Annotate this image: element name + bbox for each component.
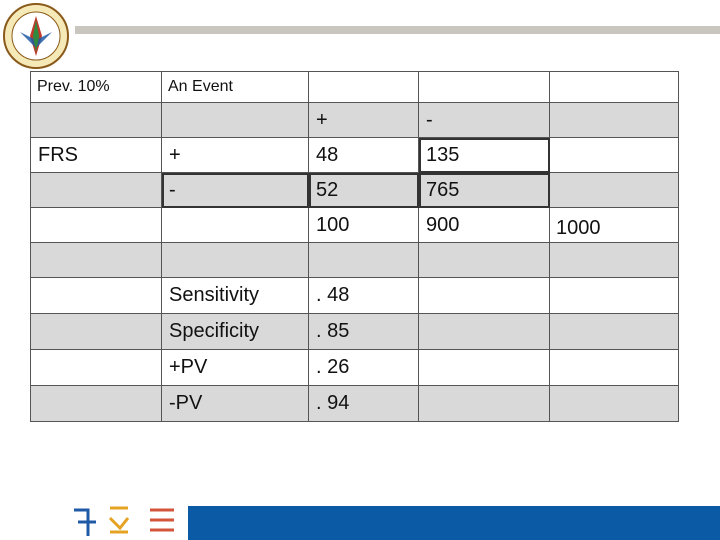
table-row	[31, 173, 679, 208]
empty-cell	[162, 208, 309, 243]
metric-name: Sensitivity	[162, 278, 309, 314]
empty-cell	[419, 278, 550, 314]
empty-cell	[419, 350, 550, 386]
empty-cell	[31, 350, 162, 386]
empty-cell	[31, 278, 162, 314]
metric-name: +PV	[162, 350, 309, 386]
empty-cell	[550, 350, 679, 386]
empty-cell	[550, 173, 679, 208]
empty-cell	[31, 243, 162, 278]
conference-logos	[70, 500, 186, 540]
event-negative-header: -	[419, 103, 550, 138]
empty-cell	[162, 243, 309, 278]
sign-cell	[31, 103, 162, 138]
metric-row	[31, 386, 679, 422]
empty-cell	[550, 314, 679, 350]
empty-cell	[31, 208, 162, 243]
metric-value: . 94	[309, 386, 419, 422]
sign-row	[31, 103, 679, 138]
footer-bar	[188, 506, 720, 540]
seal-logo	[2, 2, 70, 70]
metric-value: . 26	[309, 350, 419, 386]
metric-value: . 48	[309, 278, 419, 314]
total-cell: 100	[309, 208, 419, 243]
prevalence-label: Prev. 10%	[31, 72, 162, 103]
metric-row	[31, 314, 679, 350]
empty-cell	[550, 386, 679, 422]
empty-cell	[31, 314, 162, 350]
empty-cell	[31, 386, 162, 422]
test-sign: +	[162, 138, 309, 173]
metric-row	[31, 278, 679, 314]
spacer-row	[31, 243, 679, 278]
metric-row	[31, 350, 679, 386]
sign-cell	[162, 103, 309, 138]
empty-cell	[419, 314, 550, 350]
empty-cell	[550, 243, 679, 278]
count-cell: 135	[419, 138, 550, 173]
header-cell	[309, 72, 419, 103]
table-row	[31, 138, 679, 173]
header-cell	[419, 72, 550, 103]
test-label	[31, 173, 162, 208]
test-sign: -	[162, 173, 309, 208]
metric-value: . 85	[309, 314, 419, 350]
total-cell: 900	[419, 208, 550, 243]
grand-total: 1000	[556, 217, 601, 239]
sign-cell	[550, 103, 679, 138]
empty-cell	[550, 278, 679, 314]
count-cell: 765	[419, 173, 550, 208]
metric-name: -PV	[162, 386, 309, 422]
metric-name: Specificity	[162, 314, 309, 350]
event-positive-header: +	[309, 103, 419, 138]
header-row	[31, 72, 679, 103]
count-cell: 52	[309, 173, 419, 208]
count-cell: 48	[309, 138, 419, 173]
top-rule	[75, 26, 720, 34]
contingency-table	[30, 71, 679, 422]
event-label: An Event	[162, 72, 309, 103]
empty-cell	[550, 138, 679, 173]
empty-cell	[419, 386, 550, 422]
empty-cell	[309, 243, 419, 278]
empty-cell	[419, 243, 550, 278]
header-cell	[550, 72, 679, 103]
test-label: FRS	[31, 138, 162, 173]
